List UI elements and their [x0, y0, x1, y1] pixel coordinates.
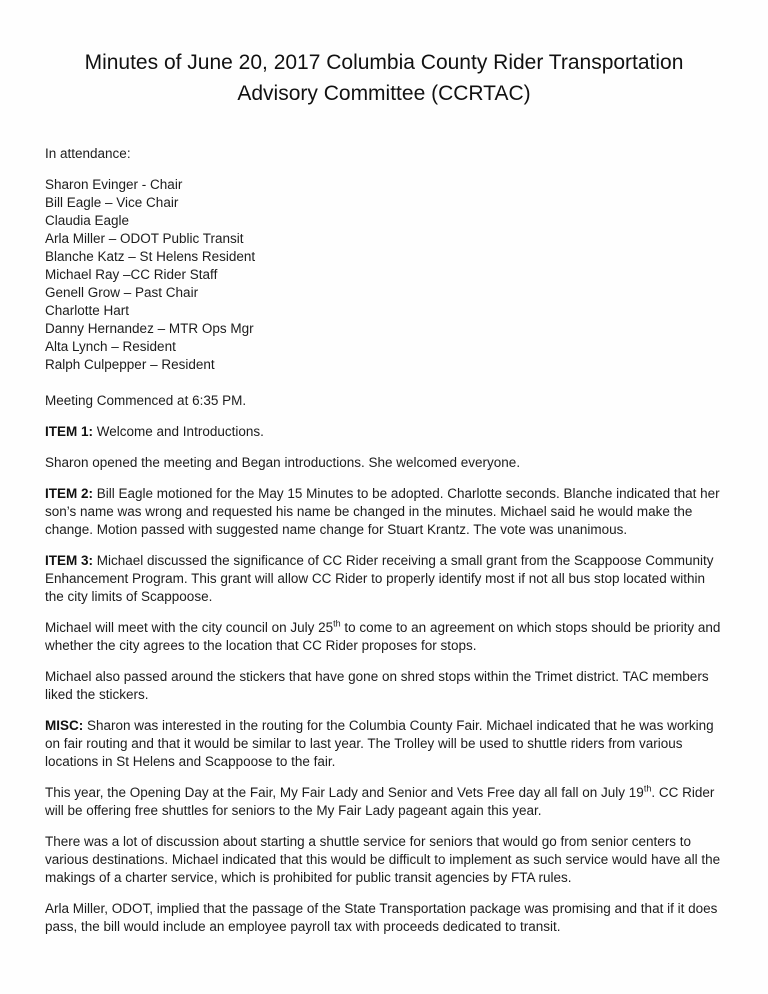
- body-paragraph: [45, 717, 723, 771]
- item-label: ITEM 2:: [45, 486, 94, 501]
- attendee-line: Charlotte Hart: [45, 303, 130, 318]
- paragraph-text: to come to an agreement on which stops should be priority and whether the city agrees to the location that CC Rider proposes for stops.: [45, 620, 721, 653]
- document-title: Minutes of June 20, 2017 Columbia County Rider Transportation Advisory Committee (CCRTAC): [84, 51, 684, 105]
- attendee-list: [45, 176, 723, 374]
- item-label: ITEM 1:: [45, 424, 94, 439]
- attendee-line: Bill Eagle – Vice Chair: [45, 195, 179, 210]
- paragraph-text: Michael will meet with the city council on July 25: [45, 620, 334, 635]
- body-paragraph: [45, 552, 723, 606]
- paragraph-text: This year, the Opening Day at the Fair, My Fair Lady and Senior and Vets Free day all fall on July 19: [45, 785, 644, 800]
- paragraph-text: Michael also passed around the stickers that have gone on shred stops within the Trimet district. TAC members liked the stickers.: [45, 669, 709, 702]
- attendance-heading: In attendance:: [45, 146, 131, 161]
- attendee-line: Claudia Eagle: [45, 213, 130, 228]
- paragraph-text: Michael discussed the significance of CC Rider receiving a small grant from the Scappoose Community Enhancement Program. This grant will allow CC Rider to properly identify most if not all bus stop located within the city limits of Scappoose.: [45, 553, 714, 604]
- ordinal-superscript: th: [333, 618, 341, 629]
- body-paragraph: [45, 485, 723, 539]
- attendee-line: Alta Lynch – Resident: [45, 339, 176, 354]
- ordinal-superscript: th: [643, 783, 652, 794]
- minutes-body: [45, 423, 723, 936]
- paragraph-text: Bill Eagle motioned for the May 15 Minutes to be adopted. Charlotte seconds. Blanche indicated that her son’s name was wrong and requested his name be changed in the minutes. Michael said he would make the change. Motion passed with suggested name change for Stuart Krantz. The vote was unanimous.: [45, 486, 720, 537]
- attendee-line: Blanche Katz – St Helens Resident: [45, 249, 256, 264]
- attendee-line: Arla Miller – ODOT Public Transit: [45, 231, 244, 246]
- attendee-line: Michael Ray –CC Rider Staff: [45, 267, 218, 282]
- item-label: MISC:: [45, 718, 84, 733]
- attendee-line: Ralph Culpepper – Resident: [45, 357, 215, 372]
- body-paragraph: [45, 619, 723, 655]
- body-paragraph: [45, 454, 723, 472]
- paragraph-text: Arla Miller, ODOT, implied that the passage of the State Transportation package was promising and that if it does pass, the bill would include an employee payroll tax with proceeds dedicated to transit.: [45, 901, 718, 934]
- body-paragraph: [45, 784, 723, 820]
- meeting-commenced-text: Meeting Commenced at 6:35 PM.: [45, 393, 247, 408]
- body-paragraph: [45, 668, 723, 704]
- body-paragraph: [45, 900, 723, 936]
- attendee-line: Danny Hernandez – MTR Ops Mgr: [45, 321, 254, 336]
- attendee-line: Genell Grow – Past Chair: [45, 285, 199, 300]
- attendee-line: Sharon Evinger - Chair: [45, 177, 183, 192]
- paragraph-text: There was a lot of discussion about starting a shuttle service for seniors that would go from senior centers to various destinations. Michael indicated that this would be difficult to implement as such service would have all the makings of a charter service, which is prohibited for public transit agencies by FTA rules.: [45, 834, 721, 885]
- paragraph-text: Sharon opened the meeting and Began introductions. She welcomed everyone.: [45, 455, 521, 470]
- body-paragraph: [45, 833, 723, 887]
- body-paragraph: [45, 423, 723, 441]
- paragraph-text: Welcome and Introductions.: [93, 424, 264, 439]
- paragraph-text: Sharon was interested in the routing for the Columbia County Fair. Michael indicated that he was working on fair routing and that it would be similar to last year. The Trolley will be used to shuttle riders from various locations in St Helens and Scappoose to the fair.: [45, 718, 714, 769]
- paragraph-text: . CC Rider will be offering free shuttles for seniors to the My Fair Lady pageant again this year.: [45, 785, 715, 818]
- item-label: ITEM 3:: [45, 553, 94, 568]
